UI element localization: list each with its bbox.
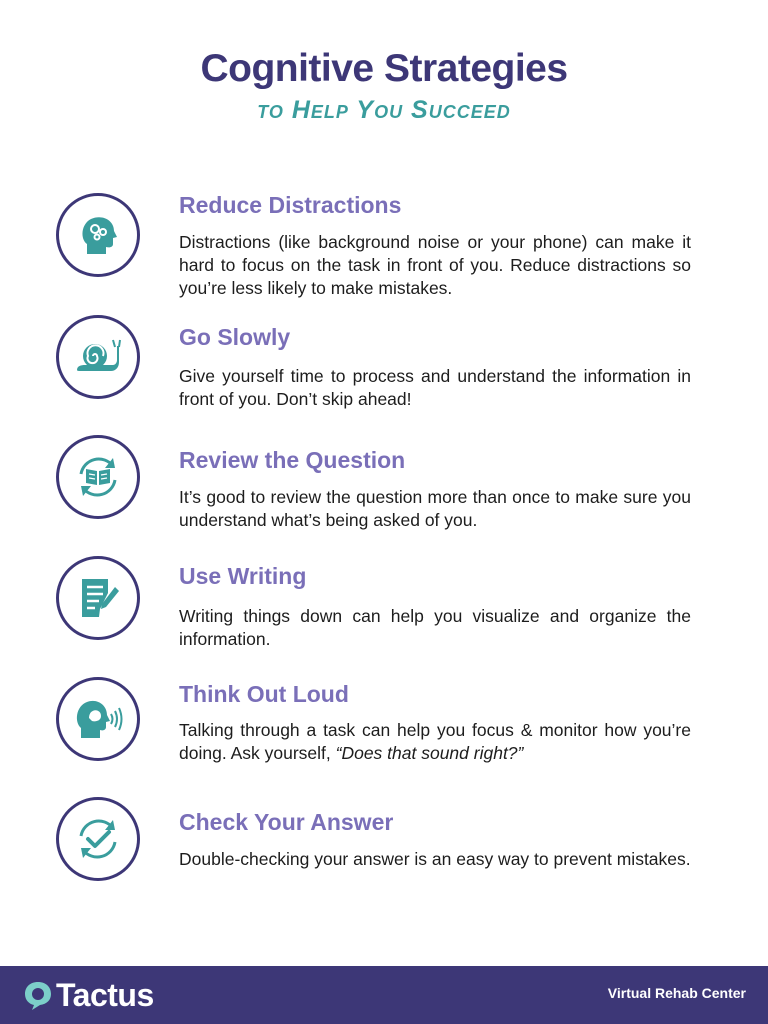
document-pen-icon (56, 556, 140, 640)
book-refresh-icon (56, 435, 140, 519)
page-subtitle: to Help You Succeed (257, 96, 511, 124)
strategy-description (179, 719, 691, 765)
speaking-head-icon (56, 677, 140, 761)
footer-tagline: Virtual Rehab Center (607, 985, 746, 1001)
footer-bar (0, 966, 768, 1024)
strategy-title: Think Out Loud (179, 681, 349, 707)
strategy-description: Give yourself time to process and understand the information in front of you. Don’t skip ahead! (179, 366, 691, 409)
head-brain-icon (56, 193, 140, 277)
strategy-description-text: Talking through a task can help you focus & monitor how you’re doing. Ask yourself, (179, 720, 691, 763)
strategy-description: Double-checking your answer is an easy way to prevent mistakes. (179, 849, 691, 869)
brand-name: Tactus (56, 977, 154, 1013)
strategy-description-quote: “Does that sound right?” (335, 743, 524, 763)
strategy-description: Writing things down can help you visualize and organize the information. (179, 606, 691, 649)
strategy-title: Review the Question (179, 447, 406, 473)
strategy-title: Go Slowly (179, 324, 291, 350)
check-refresh-icon (56, 797, 140, 881)
strategy-description: It’s good to review the question more than once to make sure you understand what’s being asked of you. (179, 487, 691, 530)
strategy-title: Use Writing (179, 563, 307, 589)
page-title: Cognitive Strategies (200, 47, 568, 90)
strategy-title: Reduce Distractions (179, 192, 402, 218)
snail-icon (56, 315, 140, 399)
speech-bubble-icon (22, 979, 54, 1011)
page-header (0, 44, 768, 126)
strategy-description: Distractions (like background noise or your phone) can make it hard to focus on the task in front of you. Reduce distractions so you’re less likely to make mistakes. (179, 232, 691, 298)
strategy-title: Check Your Answer (179, 809, 394, 835)
